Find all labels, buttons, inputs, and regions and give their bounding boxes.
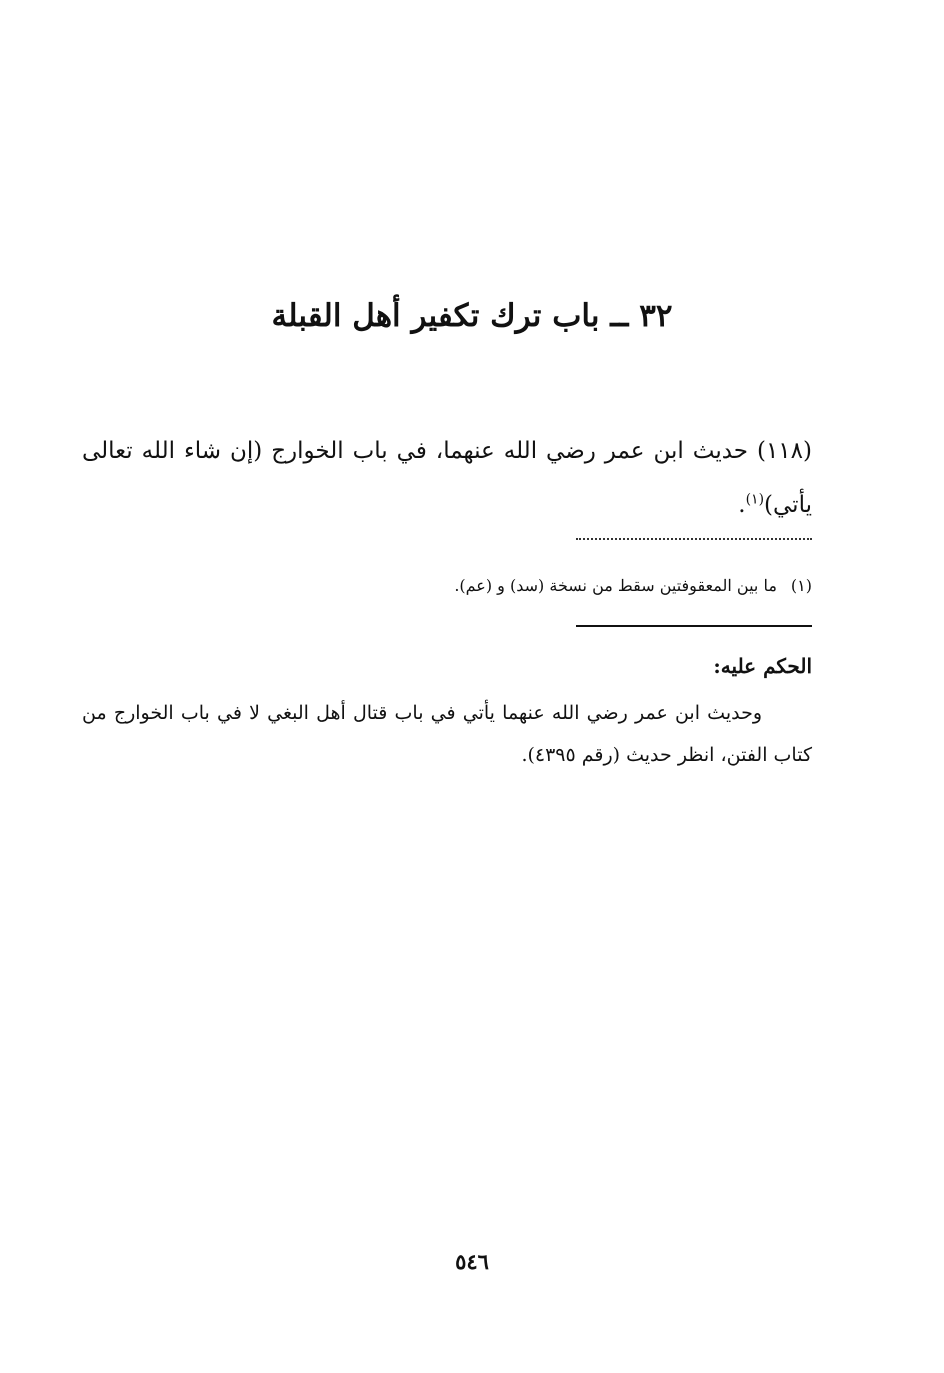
footnote-number: (١): [790, 576, 812, 595]
hadith-text: (١١٨) حديث ابن عمر رضي الله عنهما، في باب الخوارج (إن شاء الله تعالى يأتي): [82, 438, 812, 518]
footnote-reference: (١): [745, 491, 765, 508]
footnote-text: ما بين المعقوفتين سقط من نسخة (سد) و (عم).: [454, 576, 777, 595]
ruling-paragraph: وحديث ابن عمر رضي الله عنهما يأتي في باب قتال أهل البغي لا في باب الخوارج من كتاب الفتن، انظر حديث (رقم ٤٣٩٥).: [82, 702, 812, 766]
footnote: [82, 572, 812, 600]
page-number: ٥٤٦: [455, 1249, 489, 1274]
hadith-paragraph: [82, 424, 812, 532]
ruling-heading: الحكم عليه:: [713, 654, 812, 678]
hadith-end-punctuation: .: [738, 492, 746, 518]
dotted-separator: [576, 538, 812, 548]
solid-separator: [576, 625, 812, 627]
chapter-title: ٣٢ ــ باب ترك تكفير أهل القبلة: [271, 298, 673, 334]
